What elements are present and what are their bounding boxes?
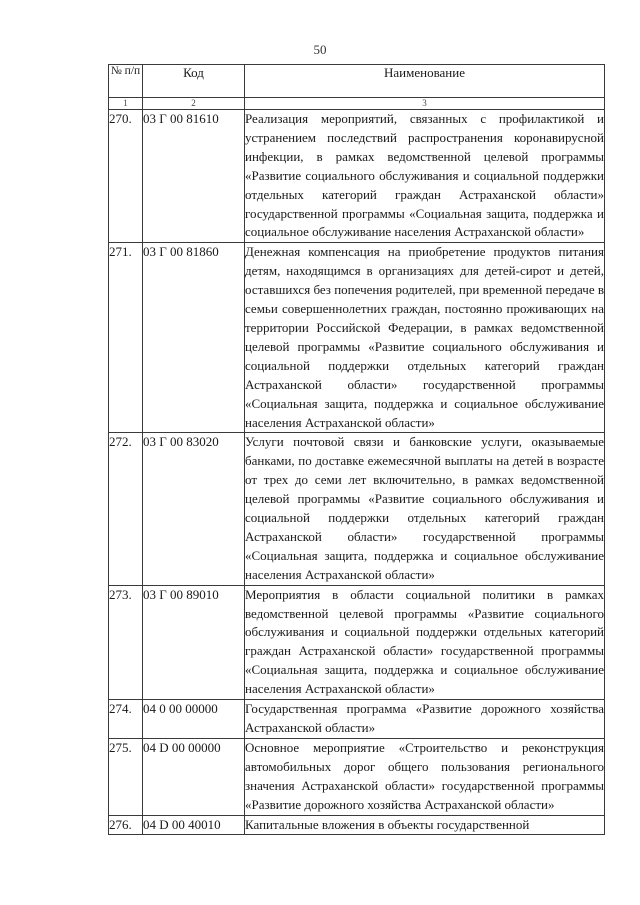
row-name: Государственная программа «Развитие дорожного хозяйства Астраханской области» bbox=[245, 700, 605, 739]
column-number: 3 bbox=[245, 98, 605, 110]
table-row bbox=[109, 433, 605, 585]
page-number: 50 bbox=[313, 42, 327, 57]
table-row bbox=[109, 243, 605, 433]
row-name: Основное мероприятие «Строительство и реконструкция автомобильных дорог общего пользования регионального значения Астраханской области» государственной программы «Развитие дорожного хозяйства Астраханской области» bbox=[245, 738, 605, 815]
column-number: 1 bbox=[109, 98, 143, 110]
header-code: Код bbox=[143, 65, 245, 98]
table-header-row bbox=[109, 65, 605, 98]
row-code: 03 Г 00 81610 bbox=[143, 110, 245, 243]
table-row bbox=[109, 738, 605, 815]
row-code: 03 Г 00 83020 bbox=[143, 433, 245, 585]
row-code: 03 Г 00 81860 bbox=[143, 243, 245, 433]
row-name: Денежная компенсация на приобретение продуктов питания детям, находящимся в организациях для детей-сирот и детей, оставшихся без попечения родителей, при временной передаче в семьи совершеннолетних граждан, постоянно проживающих на территории Российской Федерации, в рамках ведомственной целевой программы «Развитие социального обслуживания и социальной поддержки отдельных категорий граждан Астраханской области» государственной программы «Социальная защита, поддержка и социальное обслуживание населения Астраханской области» bbox=[245, 243, 605, 433]
row-number: 270. bbox=[109, 110, 143, 243]
table-row bbox=[109, 700, 605, 739]
header-num: № п/п bbox=[109, 65, 143, 98]
row-number: 273. bbox=[109, 585, 143, 699]
header-name: Наименование bbox=[245, 65, 605, 98]
row-code: 04 0 00 00000 bbox=[143, 700, 245, 739]
row-number: 272. bbox=[109, 433, 143, 585]
row-number: 276. bbox=[109, 815, 143, 835]
table-row bbox=[109, 585, 605, 699]
table-row bbox=[109, 110, 605, 243]
row-name: Мероприятия в области социальной политики в рамках ведомственной целевой программы «Развитие социального обслуживания и социальной поддержки отдельных категорий граждан Астраханской области» государственной программы «Социальная защита, поддержка и социальное обслуживание населения Астраханской области» bbox=[245, 585, 605, 699]
codes-table bbox=[108, 64, 605, 835]
column-number: 2 bbox=[143, 98, 245, 110]
row-code: 03 Г 00 89010 bbox=[143, 585, 245, 699]
row-name: Реализация мероприятий, связанных с профилактикой и устранением последствий распространения коронавирусной инфекции, в рамках ведомственной целевой программы «Развитие социального обслуживания и социальной поддержки отдельных категорий граждан Астраханской области» государственной программы «Социальная защита, поддержка и социальное обслуживание населения Астраханской области» bbox=[245, 110, 605, 243]
row-number: 275. bbox=[109, 738, 143, 815]
row-name: Капитальные вложения в объекты государственной bbox=[245, 815, 605, 835]
column-numbers-row bbox=[109, 98, 605, 110]
row-code: 04 D 00 40010 bbox=[143, 815, 245, 835]
table-row bbox=[109, 815, 605, 835]
row-name: Услуги почтовой связи и банковские услуги, оказываемые банками, по доставке ежемесячной выплаты на детей в возрасте от трех до семи лет включительно, в рамках ведомственной целевой программы «Развитие социального обслуживания и социальной поддержки отдельных категорий граждан Астраханской области» государственной программы «Социальная защита, поддержка и социальное обслуживание населения Астраханской области» bbox=[245, 433, 605, 585]
row-number: 274. bbox=[109, 700, 143, 739]
row-code: 04 D 00 00000 bbox=[143, 738, 245, 815]
row-number: 271. bbox=[109, 243, 143, 433]
